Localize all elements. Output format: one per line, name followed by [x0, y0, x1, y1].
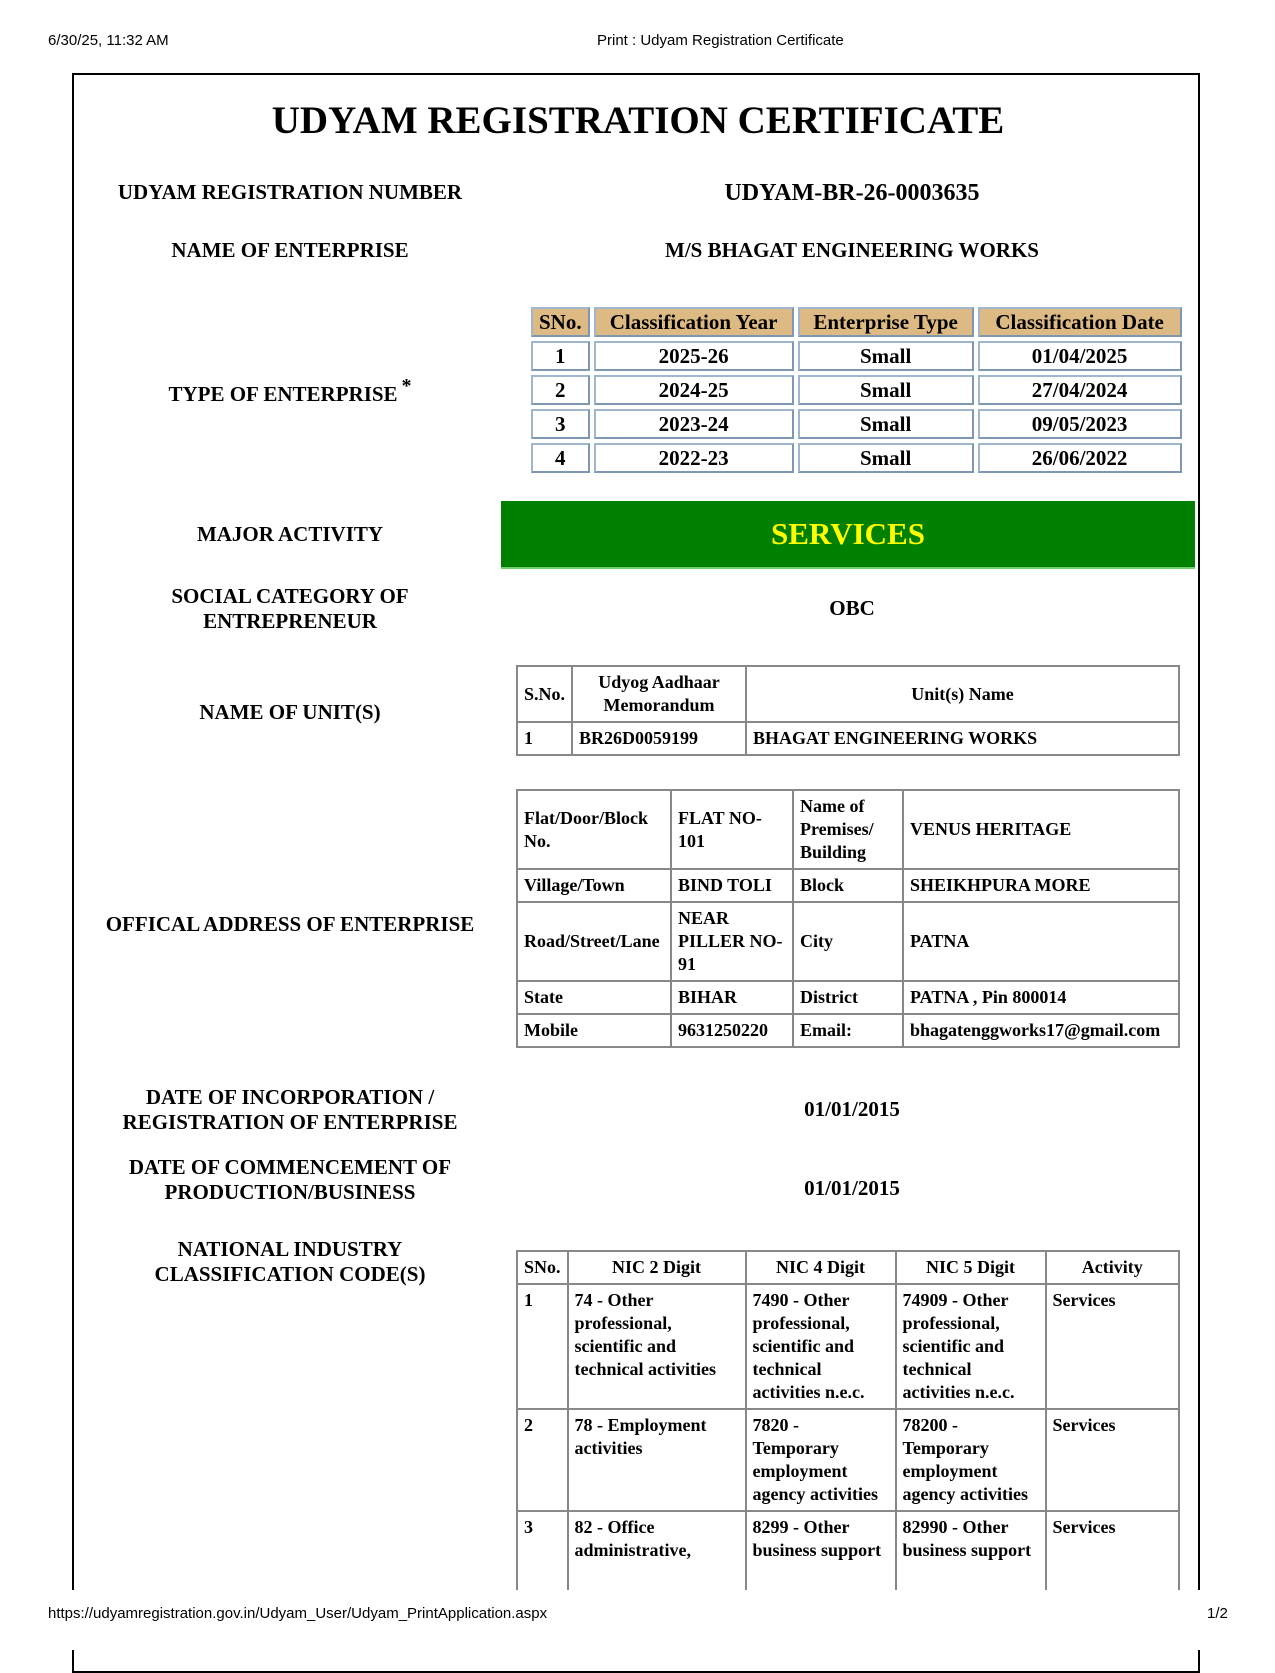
print-page-title: Print : Udyam Registration Certificate — [597, 32, 844, 49]
col-activity: Activity — [1046, 1251, 1179, 1284]
cell: PATNA , Pin 800014 — [903, 981, 1179, 1014]
nic-table — [516, 1250, 1180, 1602]
cell: 9631250220 — [671, 1014, 793, 1047]
cell: BR26D0059199 — [572, 722, 746, 755]
table-row — [517, 902, 1179, 981]
label-line: DATE OF COMMENCEMENT OF — [128, 1155, 452, 1179]
major-activity-banner: SERVICES — [501, 501, 1195, 569]
col-classification-year: Classification Year — [594, 307, 794, 337]
nic-label — [90, 1237, 490, 1287]
social-category-value: OBC — [829, 596, 875, 620]
cell: 74 - Other professional, scientific and technical activities — [568, 1284, 746, 1409]
table-row — [517, 869, 1179, 902]
label-line: CLASSIFICATION CODE(S) — [154, 1262, 426, 1286]
cell: 09/05/2023 — [978, 409, 1182, 439]
incorporation-date-label — [90, 1085, 490, 1135]
cell: Email: — [793, 1014, 903, 1047]
cell: 1 — [531, 341, 590, 371]
cell: Small — [798, 409, 974, 439]
commencement-date-value: 01/01/2015 — [804, 1176, 900, 1200]
col-nic5: NIC 5 Digit — [896, 1251, 1046, 1284]
cell: SHEIKHPURA MORE — [903, 869, 1179, 902]
asterisk-mark: * — [401, 375, 412, 397]
cell: FLAT NO-101 — [671, 790, 793, 869]
cell: Name of Premises/ Building — [793, 790, 903, 869]
cell: 1 — [517, 1284, 568, 1409]
cell: Mobile — [517, 1014, 671, 1047]
enterprise-type-label — [90, 375, 490, 407]
cell: VENUS HERITAGE — [903, 790, 1179, 869]
cell: 3 — [517, 1511, 568, 1601]
cell: 2025-26 — [594, 341, 794, 371]
major-activity-label: MAJOR ACTIVITY — [196, 522, 384, 546]
col-nic4: NIC 4 Digit — [746, 1251, 896, 1284]
cell: 78 - Employment activities — [568, 1409, 746, 1511]
cell: 2 — [531, 375, 590, 405]
cell: 2 — [517, 1409, 568, 1511]
cell: 8299 - Other business support — [746, 1511, 896, 1601]
cell: 7820 - Temporary employment agency activities — [746, 1409, 896, 1511]
cell: NEAR PILLER NO-91 — [671, 902, 793, 981]
cell: 4 — [531, 443, 590, 473]
cell: BHAGAT ENGINEERING WORKS — [746, 722, 1179, 755]
cell: 27/04/2024 — [978, 375, 1182, 405]
print-url: https://udyamregistration.gov.in/Udyam_User/Udyam_PrintApplication.aspx — [48, 1605, 548, 1622]
cell: 2022-23 — [594, 443, 794, 473]
col-sno: SNo. — [531, 307, 590, 337]
col-classification-date: Classification Date — [978, 307, 1182, 337]
cell: PATNA — [903, 902, 1179, 981]
cell: BIND TOLI — [671, 869, 793, 902]
registration-number-value: UDYAM-BR-26-0003635 — [724, 180, 980, 206]
cell: State — [517, 981, 671, 1014]
commencement-date-label — [90, 1155, 490, 1205]
table-row — [517, 1409, 1179, 1511]
cell: Services — [1046, 1284, 1179, 1409]
enterprise-name-value: M/S BHAGAT ENGINEERING WORKS — [665, 238, 1039, 262]
label-line: DATE OF INCORPORATION / — [145, 1085, 435, 1109]
col-unit-name: Unit(s) Name — [746, 666, 1179, 722]
col-sno: S.No. — [517, 666, 572, 722]
certificate-title: UDYAM REGISTRATION CERTIFICATE — [271, 99, 1005, 142]
table-row — [517, 1284, 1179, 1409]
enterprise-type-label-text: TYPE OF ENTERPRISE — [168, 382, 398, 406]
cell: 26/06/2022 — [978, 443, 1182, 473]
cell: Block — [793, 869, 903, 902]
table-row — [517, 1511, 1179, 1601]
cell: City — [793, 902, 903, 981]
label-line: NATIONAL INDUSTRY — [177, 1237, 403, 1261]
print-page-number: 1/2 — [1207, 1605, 1228, 1622]
col-uam: Udyog Aadhaar Memorandum — [572, 666, 746, 722]
table-row — [517, 981, 1179, 1014]
email-value: bhagatenggworks17@gmail.com — [903, 1014, 1179, 1047]
incorporation-date-value: 01/01/2015 — [804, 1097, 900, 1121]
col-sno: SNo. — [517, 1251, 568, 1284]
cell: Flat/Door/Block No. — [517, 790, 671, 869]
table-row — [531, 375, 1182, 405]
cell: 82 - Office administrative, — [568, 1511, 746, 1601]
address-table — [516, 789, 1180, 1048]
label-line: SOCIAL CATEGORY OF — [171, 584, 409, 608]
cell: 01/04/2025 — [978, 341, 1182, 371]
enterprise-name-label: NAME OF ENTERPRISE — [171, 238, 409, 262]
cell: Small — [798, 375, 974, 405]
col-enterprise-type: Enterprise Type — [798, 307, 974, 337]
cell: District — [793, 981, 903, 1014]
table-row — [531, 341, 1182, 371]
table-row — [517, 722, 1179, 755]
cell: 1 — [517, 722, 572, 755]
cell: 78200 - Temporary employment agency activities — [896, 1409, 1046, 1511]
print-datetime: 6/30/25, 11:32 AM — [48, 32, 169, 49]
table-row — [517, 790, 1179, 869]
cell: 82990 - Other business support — [896, 1511, 1046, 1601]
cell: 74909 - Other professional, scientific and technical activities n.e.c. — [896, 1284, 1046, 1409]
table-row — [517, 1014, 1179, 1047]
cell: 7490 - Other professional, scientific and technical activities n.e.c. — [746, 1284, 896, 1409]
registration-number-label: UDYAM REGISTRATION NUMBER — [117, 180, 463, 204]
col-nic2: NIC 2 Digit — [568, 1251, 746, 1284]
cell: Small — [798, 341, 974, 371]
units-label: NAME OF UNIT(S) — [199, 700, 381, 724]
cell: Road/Street/Lane — [517, 902, 671, 981]
cell: Small — [798, 443, 974, 473]
units-header-row — [517, 666, 1179, 722]
cell: BIHAR — [671, 981, 793, 1014]
address-label: OFFICAL ADDRESS OF ENTERPRISE — [105, 912, 475, 936]
cell: 2024-25 — [594, 375, 794, 405]
cell: 2023-24 — [594, 409, 794, 439]
cell: 3 — [531, 409, 590, 439]
cell: Services — [1046, 1409, 1179, 1511]
classification-header-row — [531, 307, 1182, 337]
social-category-label — [90, 584, 490, 634]
label-line: PRODUCTION/BUSINESS — [164, 1180, 416, 1204]
cell: Services — [1046, 1511, 1179, 1601]
table-row — [531, 443, 1182, 473]
cell: Village/Town — [517, 869, 671, 902]
classification-table — [527, 303, 1186, 477]
label-line: REGISTRATION OF ENTERPRISE — [122, 1110, 458, 1134]
label-line: ENTREPRENEUR — [203, 609, 377, 633]
table-row — [531, 409, 1182, 439]
units-table — [516, 665, 1180, 756]
nic-header-row — [517, 1251, 1179, 1284]
